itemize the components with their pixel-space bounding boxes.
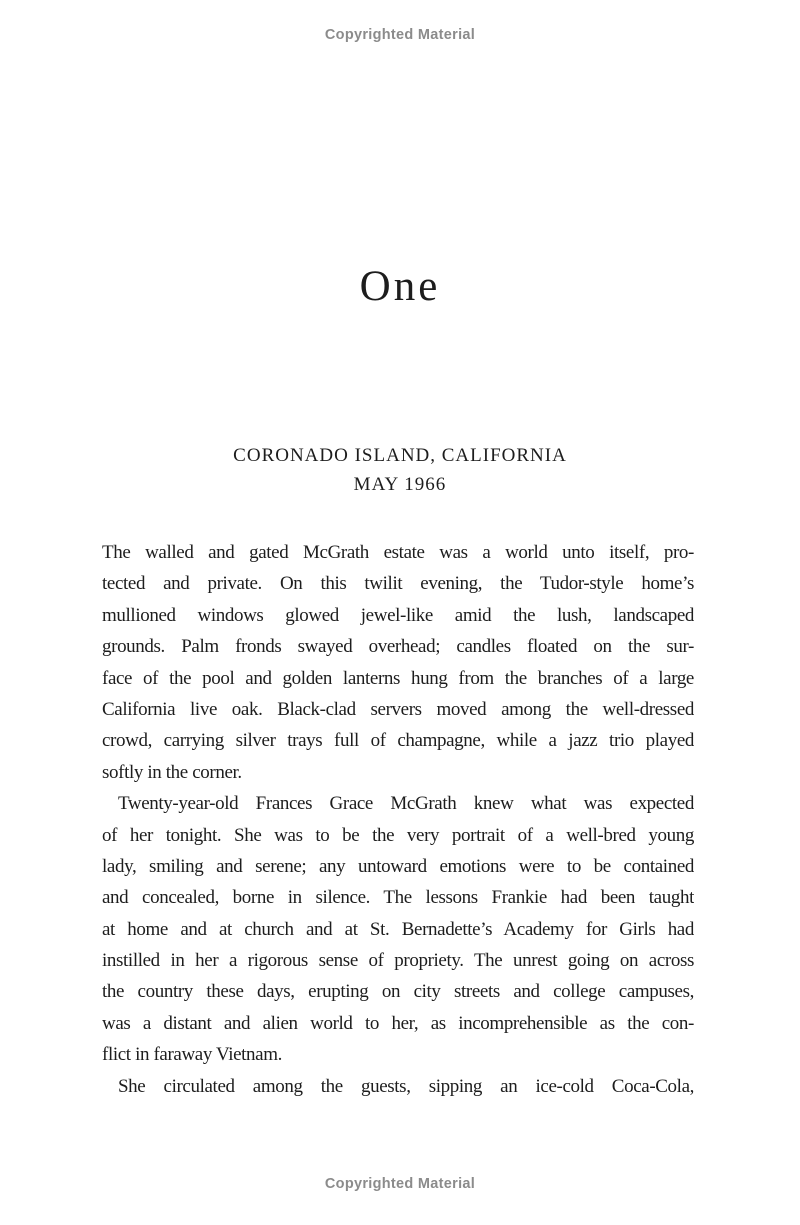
copyright-notice-bottom: Copyrighted Material: [324, 1176, 476, 1192]
body-line: tected and private. On this twilit evening, the Tudor-style home’s: [102, 573, 694, 595]
body-line: She circulated among the guests, sipping an ice-cold Coca-Cola,: [118, 1075, 694, 1097]
body-line: crowd, carrying silver trays full of champagne, while a jazz trio played: [102, 730, 694, 752]
body-line: and concealed, borne in silence. The lessons Frankie had been taught: [102, 887, 694, 909]
copyright-notice-top: Copyrighted Material: [324, 27, 476, 43]
body-line: flict in faraway Vietnam.: [102, 1044, 282, 1066]
paragraph: [102, 788, 694, 1071]
body-line: The walled and gated McGrath estate was a world unto itself, pro-: [102, 542, 694, 563]
paragraph: [102, 537, 694, 788]
body-line: was a distant and alien world to her, as incomprehensible as the con-: [102, 1012, 694, 1034]
body-line: grounds. Palm fronds swayed overhead; candles floated on the sur-: [102, 636, 694, 658]
chapter-date: MAY 1966: [353, 474, 447, 495]
body-line: Twenty-year-old Frances Grace McGrath knew what was expected: [118, 793, 694, 815]
body-line: lady, smiling and serene; any untoward emotions were to be contained: [102, 855, 694, 877]
body-line: of her tonight. She was to be the very portrait of a well-bred young: [102, 824, 694, 846]
paragraph: [102, 1071, 694, 1102]
body-line: mullioned windows glowed jewel-like amid the lush, landscaped: [102, 604, 694, 626]
chapter-location: CORONADO ISLAND, CALIFORNIA: [233, 445, 567, 466]
body-line: instilled in her a rigorous sense of propriety. The unrest going on across: [102, 950, 694, 972]
body-line: softly in the corner.: [102, 761, 242, 783]
body-line: at home and at church and at St. Bernadette’s Academy for Girls had: [102, 918, 694, 940]
body-line: the country these days, erupting on city streets and college campuses,: [102, 981, 694, 1003]
body-line: California live oak. Black-clad servers moved among the well-dressed: [102, 698, 694, 720]
body-text: [102, 537, 694, 1102]
chapter-title: One: [359, 263, 441, 310]
body-line: face of the pool and golden lanterns hung from the branches of a large: [102, 667, 694, 689]
